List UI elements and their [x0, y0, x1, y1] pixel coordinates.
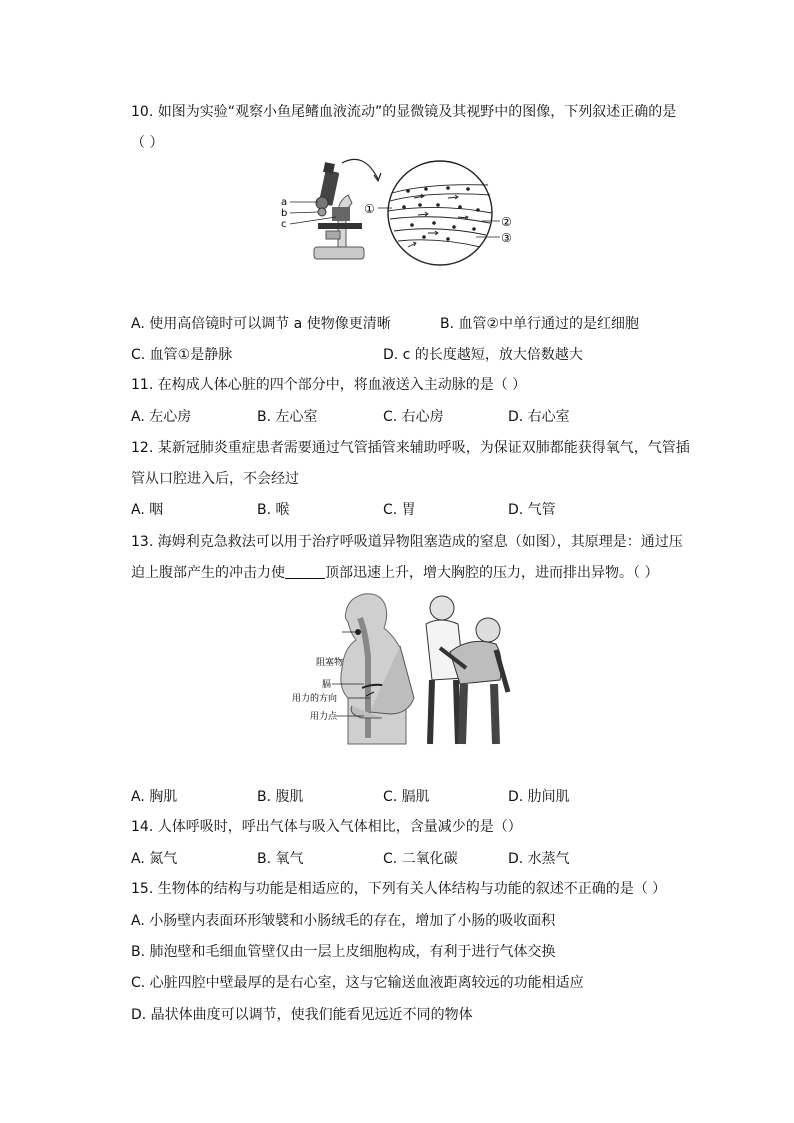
label-b: b [281, 208, 288, 219]
q12-option-c[interactable]: C. 胃 [383, 502, 416, 518]
q11-stem: 11. 在构成人体心脏的四个部分中，将血液送入主动脉的是（ ） [131, 377, 527, 393]
q14-option-b[interactable]: B. 氧气 [257, 851, 304, 867]
label-obstruction: 阻塞物 [316, 658, 344, 668]
field-of-view [388, 161, 492, 265]
q13-stem-post: 顶部迅速上升，增大胸腔的压力，进而排出异物。（ ） [325, 565, 659, 581]
label-force-direction: 用力的方向 [292, 694, 338, 704]
q10-stem-line2: （ ） [131, 135, 164, 151]
q14-option-a[interactable]: A. 氮气 [131, 851, 178, 867]
q10-option-c[interactable]: C. 血管①是静脉 [131, 347, 233, 363]
q15-stem: 15. 生物体的结构与功能是相适应的，下列有关人体结构与功能的叙述不正确的是（ ） [131, 881, 667, 897]
label-force-point: 用力点 [310, 712, 338, 722]
q12-option-a[interactable]: A. 咽 [131, 502, 164, 518]
q13-option-c[interactable]: C. 膈肌 [383, 789, 430, 805]
q12-option-b[interactable]: B. 喉 [257, 502, 290, 518]
q14-option-c[interactable]: C. 二氧化碳 [383, 851, 458, 867]
q13-option-a[interactable]: A. 胸肌 [131, 789, 178, 805]
q13-option-d[interactable]: D. 肋间肌 [508, 789, 570, 805]
q13-stem-line2 [131, 564, 658, 582]
q12-option-d[interactable]: D. 气管 [508, 502, 556, 518]
q10-stem-line1: 10. 如图为实验“观察小鱼尾鳍血液流动”的显微镜及其视野中的图像，下列叙述正确的是 [131, 104, 677, 120]
label-a: a [281, 197, 288, 208]
label-2: ② [501, 215, 512, 229]
label-1: ① [364, 202, 375, 216]
q15-option-b[interactable]: B. 肺泡壁和毛细血管壁仅由一层上皮细胞构成，有利于进行气体交换 [131, 944, 556, 960]
curved-arrow-icon [342, 159, 378, 179]
q13-stem-line1: 13. 海姆利克急救法可以用于治疗呼吸道异物阻塞造成的窒息（如图），其原理是：通过压 [131, 534, 683, 550]
q10-microscope-figure [278, 155, 518, 267]
q11-option-c[interactable]: C. 右心房 [383, 409, 444, 425]
q14-stem: 14. 人体呼吸时，呼出气体与吸入气体相比，含量减少的是（） [131, 819, 522, 835]
q11-option-d[interactable]: D. 右心室 [508, 409, 570, 425]
body-diagram [341, 594, 414, 744]
rescuer-illustration [426, 596, 508, 744]
label-3: ③ [501, 231, 512, 245]
q13-heimlich-figure [290, 588, 520, 746]
microscope-icon [314, 162, 364, 259]
q15-option-d[interactable]: D. 晶状体曲度可以调节，使我们能看见远近不同的物体 [131, 1007, 473, 1023]
q10-option-d[interactable]: D. c 的长度越短，放大倍数越大 [383, 347, 583, 363]
q11-option-b[interactable]: B. 左心室 [257, 409, 318, 425]
q13-option-b[interactable]: B. 腹肌 [257, 789, 304, 805]
q14-option-d[interactable]: D. 水蒸气 [508, 851, 570, 867]
label-c: c [281, 219, 287, 230]
label-diaphragm: 膈 [322, 680, 332, 690]
q13-stem-pre: 迫上腹部产生的冲击力使 [131, 565, 285, 581]
q13-answer-blank[interactable] [285, 564, 325, 579]
q15-option-c[interactable]: C. 心脏四腔中壁最厚的是右心室，这与它输送血液距离较远的功能相适应 [131, 975, 584, 991]
q12-stem-line2: 管从口腔进入后，不会经过 [131, 471, 299, 487]
q10-option-b[interactable]: B. 血管②中单行通过的是红细胞 [440, 316, 640, 332]
q15-option-a[interactable]: A. 小肠壁内表面环形皱襞和小肠绒毛的存在，增加了小肠的吸收面积 [131, 913, 556, 929]
q10-option-a[interactable]: A. 使用高倍镜时可以调节 a 使物像更清晰 [131, 316, 391, 332]
q11-option-a[interactable]: A. 左心房 [131, 409, 192, 425]
q12-stem-line1: 12. 某新冠肺炎重症患者需要通过气管插管来辅助呼吸，为保证双肺都能获得氧气，气管插 [131, 440, 690, 456]
